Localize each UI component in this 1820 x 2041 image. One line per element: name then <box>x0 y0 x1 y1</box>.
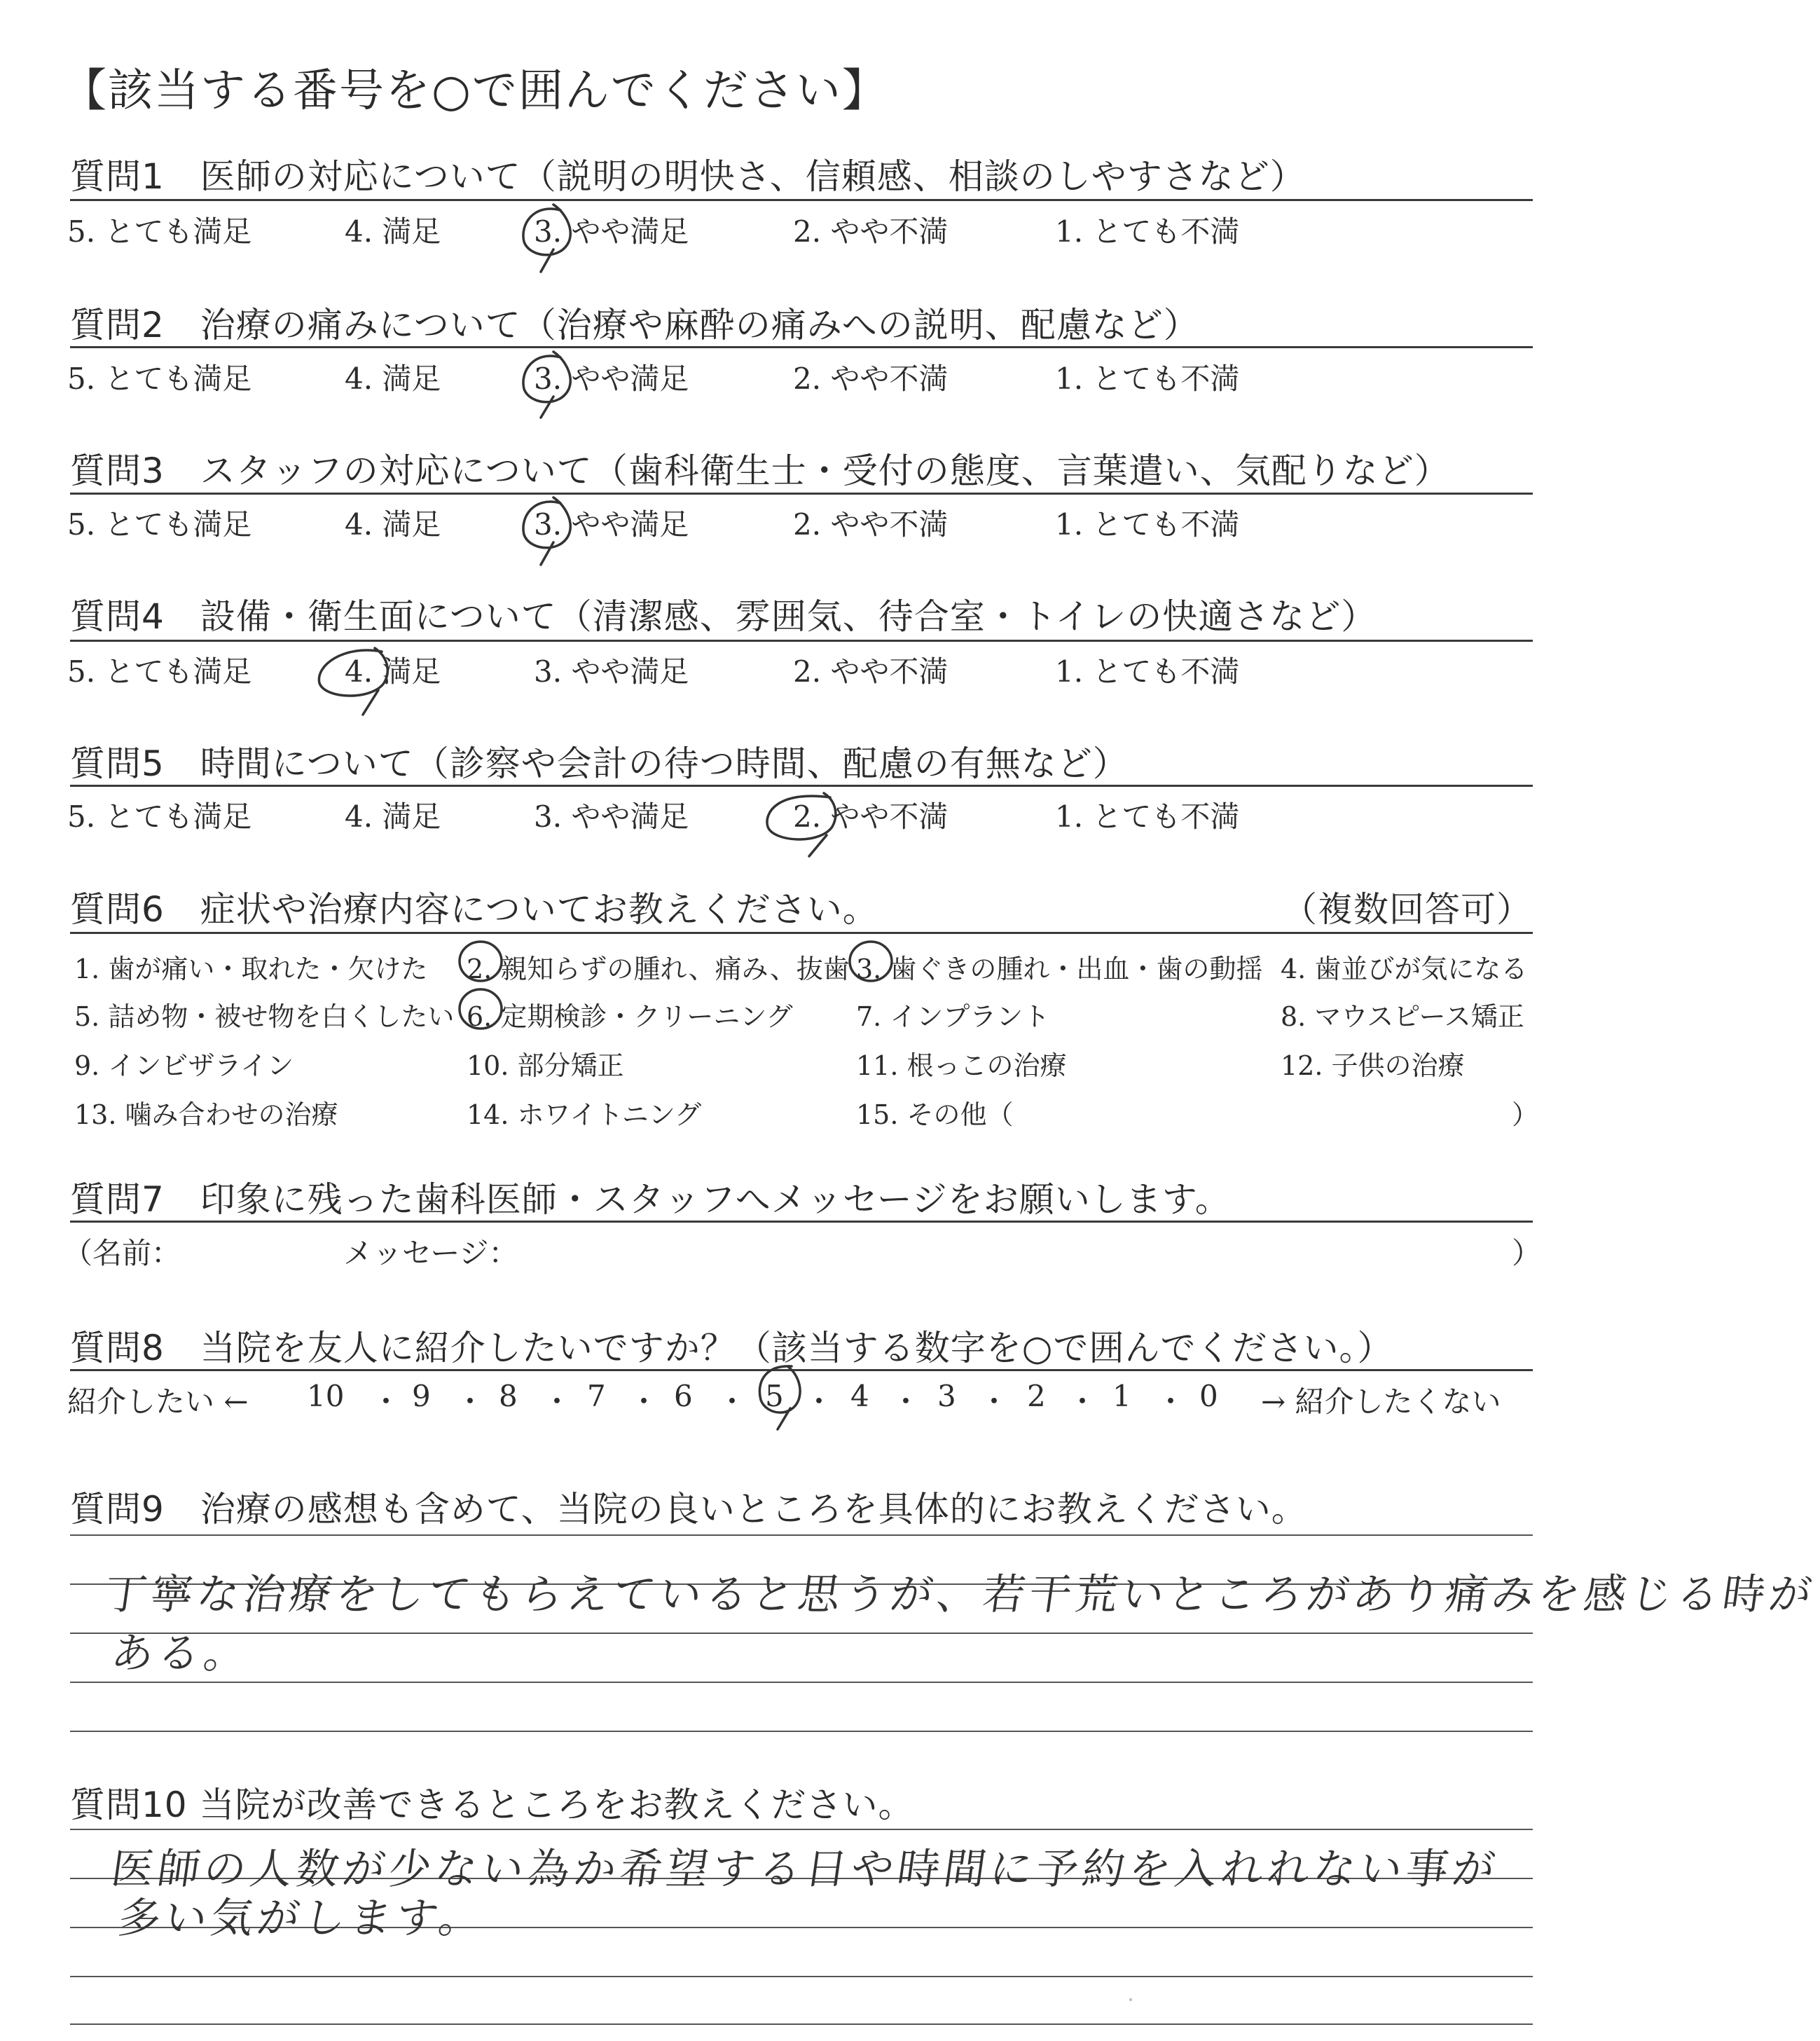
form-header: 【該当する番号を○で囲んでください】 <box>62 65 888 117</box>
q2-option-4[interactable]: 4. 満足 <box>345 362 441 396</box>
q9-line <box>70 1731 1533 1732</box>
q7-message-label: メッセージ： <box>343 1236 518 1270</box>
q1-title: 質問1 医師の対応について（説明の明快さ、信頼感、相談のしやすさなど） <box>70 156 1306 197</box>
q8-number-0[interactable]: 0 <box>1199 1379 1218 1413</box>
q3-option-4[interactable]: 4. 満足 <box>345 507 441 542</box>
q8-dot: ・ <box>804 1384 834 1419</box>
q6-option-8[interactable]: 8. マウスピース矯正 <box>1281 1001 1524 1032</box>
q1-option-2[interactable]: 2. やや不満 <box>793 214 949 249</box>
q4-title: 質問4 設備・衛生面について（清潔感、雰囲気、待合室・トイレの快適さなど） <box>70 596 1377 637</box>
q6-option-15[interactable]: 15. その他（ <box>856 1099 1014 1130</box>
q8-number-3[interactable]: 3 <box>937 1379 956 1413</box>
q8-right-label: → 紹介したくない <box>1261 1384 1501 1419</box>
q2-option-3[interactable]: 3. やや満足 <box>534 362 689 396</box>
q8-dot: ・ <box>891 1384 921 1419</box>
q10-answer-line-2[interactable]: 多い気がします。 <box>115 1894 489 1943</box>
q8-number-4[interactable]: 4 <box>850 1379 869 1413</box>
q9-line <box>70 1682 1533 1683</box>
q4-option-3[interactable]: 3. やや満足 <box>534 654 689 689</box>
q4-option-1[interactable]: 1. とても不満 <box>1055 654 1240 689</box>
q8-dot: ・ <box>455 1384 485 1419</box>
q8-dot: ・ <box>629 1384 659 1419</box>
q2-title: 質問2 治療の痛みについて（治療や麻酔の痛みへの説明、配慮など） <box>70 305 1199 345</box>
q8-number-9[interactable]: 9 <box>412 1379 431 1413</box>
q6-title: 質問6 症状や治療内容についてお教えください。 <box>70 889 878 930</box>
q6-option-1[interactable]: 1. 歯が痛い・取れた・欠けた <box>74 954 428 984</box>
q8-number-5[interactable]: 5 <box>765 1379 784 1413</box>
q8-dot: ・ <box>979 1384 1009 1419</box>
q5-option-3[interactable]: 3. やや満足 <box>534 799 689 834</box>
q5-option-4[interactable]: 4. 満足 <box>345 799 441 834</box>
q6-option-14[interactable]: 14. ホワイトニング <box>467 1099 702 1130</box>
scan-speck <box>1129 1998 1132 2001</box>
q5-option-2[interactable]: 2. やや不満 <box>793 799 949 834</box>
q10-title: 質問10 当院が改善できるところをお教えください。 <box>70 1785 914 1825</box>
q8-left-label: 紹介したい ← <box>67 1384 249 1419</box>
q8-number-6[interactable]: 6 <box>674 1379 693 1413</box>
q6-note: （複数回答可） <box>1282 889 1532 930</box>
q5-option-1[interactable]: 1. とても不満 <box>1055 799 1240 834</box>
q8-number-7[interactable]: 7 <box>587 1379 606 1413</box>
q2-option-1[interactable]: 1. とても不満 <box>1055 362 1240 396</box>
q6-divider <box>70 932 1533 934</box>
q2-option-2[interactable]: 2. やや不満 <box>793 362 949 396</box>
q6-option-10[interactable]: 10. 部分矯正 <box>467 1050 624 1081</box>
q6-option-2[interactable]: 2. 親知らずの腫れ、痛み、抜歯 <box>467 954 850 984</box>
q8-number-10[interactable]: 10 <box>307 1379 345 1413</box>
q8-dot: ・ <box>717 1384 747 1419</box>
q9-line <box>70 1633 1533 1634</box>
q6-option-5[interactable]: 5. 詰め物・被せ物を白くしたい <box>74 1001 455 1032</box>
q5-divider <box>70 785 1533 787</box>
q2-option-5[interactable]: 5. とても満足 <box>67 362 252 396</box>
q5-title: 質問5 時間について（診察や会計の待つ時間、配慮の有無など） <box>70 743 1129 784</box>
q3-option-2[interactable]: 2. やや不満 <box>793 507 949 542</box>
q10-answer-line-1[interactable]: 医師の人数が少ない為か希望する日や時間に予約を入れれない事が <box>108 1845 1503 1894</box>
q4-divider <box>70 640 1533 642</box>
q6-option-6[interactable]: 6. 定期検診・クリーニング <box>467 1001 793 1032</box>
q7-title: 質問7 印象に残った歯科医師・スタッフへメッセージをお願いします。 <box>70 1179 1231 1220</box>
q9-line <box>70 1534 1533 1536</box>
q6-option-3[interactable]: 3. 歯ぐきの腫れ・出血・歯の動揺 <box>856 954 1263 984</box>
q8-number-1[interactable]: 1 <box>1112 1379 1131 1413</box>
q7-close: ） <box>1512 1236 1542 1270</box>
q7-divider <box>70 1221 1533 1223</box>
q8-number-2[interactable]: 2 <box>1027 1379 1046 1413</box>
q4-option-5[interactable]: 5. とても満足 <box>67 654 252 689</box>
q1-option-4[interactable]: 4. 満足 <box>345 214 441 249</box>
q1-option-1[interactable]: 1. とても不満 <box>1055 214 1240 249</box>
q4-option-4[interactable]: 4. 満足 <box>345 654 441 689</box>
q8-dot: ・ <box>542 1384 572 1419</box>
q8-dot: ・ <box>1068 1384 1098 1419</box>
q9-title: 質問9 治療の感想も含めて、当院の良いところを具体的にお教えください。 <box>70 1489 1307 1530</box>
q3-divider <box>70 493 1533 495</box>
q3-option-3[interactable]: 3. やや満足 <box>534 507 689 542</box>
q6-option-9[interactable]: 9. インビザライン <box>74 1050 294 1081</box>
q3-title: 質問3 スタッフの対応について（歯科衛生士・受付の態度、言葉遣い、気配りなど） <box>70 451 1450 491</box>
q3-option-5[interactable]: 5. とても満足 <box>67 507 252 542</box>
q6-option-11[interactable]: 11. 根っこの治療 <box>856 1050 1067 1081</box>
q8-title: 質問8 当院を友人に紹介したいですか？（該当する数字を○で囲んでください。） <box>70 1328 1393 1368</box>
q10-line <box>70 1976 1533 1977</box>
q6-option-13[interactable]: 13. 噛み合わせの治療 <box>74 1099 338 1130</box>
q2-divider <box>70 346 1533 348</box>
q1-option-5[interactable]: 5. とても満足 <box>67 214 252 249</box>
q9-answer-line-2[interactable]: ある。 <box>108 1629 254 1678</box>
q8-dot: ・ <box>371 1384 401 1419</box>
q8-divider <box>70 1369 1533 1371</box>
q10-line <box>70 2023 1533 2025</box>
q7-name-label: （名前： <box>63 1236 181 1270</box>
q3-option-1[interactable]: 1. とても不満 <box>1055 507 1240 542</box>
q6-option-12[interactable]: 12. 子供の治療 <box>1281 1050 1465 1081</box>
q10-line <box>70 1829 1533 1830</box>
q1-option-3[interactable]: 3. やや満足 <box>534 214 689 249</box>
q8-dot: ・ <box>1156 1384 1186 1419</box>
q1-divider <box>70 199 1533 201</box>
q8-number-8[interactable]: 8 <box>499 1379 518 1413</box>
q6-option-7[interactable]: 7. インプラント <box>856 1001 1050 1032</box>
q5-option-5[interactable]: 5. とても満足 <box>67 799 252 834</box>
q6-option-4[interactable]: 4. 歯並びが気になる <box>1281 954 1528 984</box>
q4-option-2[interactable]: 2. やや不満 <box>793 654 949 689</box>
q9-answer-line-1[interactable]: 丁寧な治療をしてもらえていると思うが、若干荒いところがあり痛みを感じる時が <box>101 1570 1819 1619</box>
q6-other-close: ） <box>1512 1099 1539 1130</box>
